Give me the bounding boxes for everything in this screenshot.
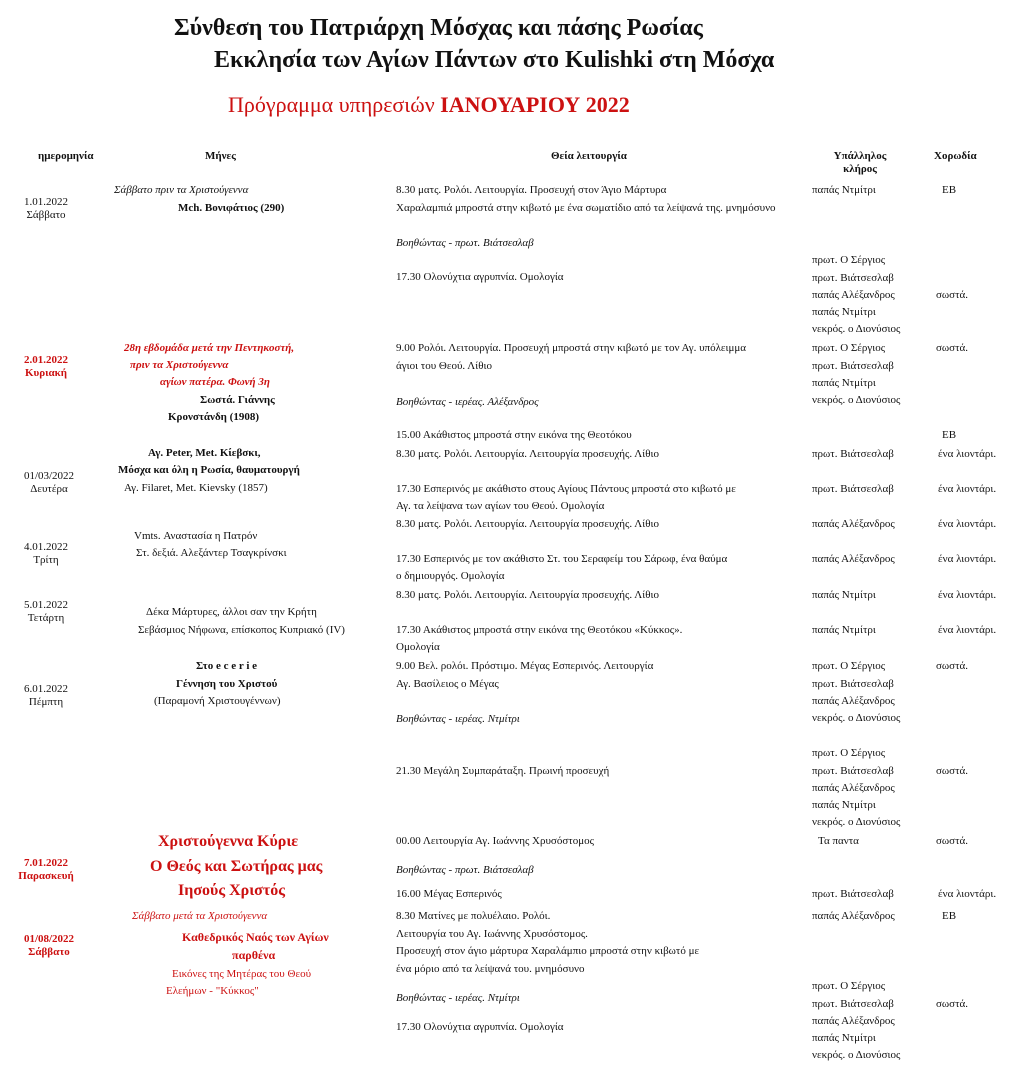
day2-l2: άγιοι του Θεού. Λίθιο	[396, 360, 492, 372]
day8-m4: Εικόνες της Μητέρας του Θεού	[172, 968, 312, 980]
day6-clergy1-c: παπάς Αλέξανδρος	[812, 695, 895, 707]
col-liturgy: Θεία λειτουργία	[551, 150, 627, 162]
day1-date-value: 1.01.2022	[24, 196, 68, 208]
day1-weekday: Σάββατο	[26, 209, 66, 222]
day4-date	[0, 541, 92, 567]
day7-date	[0, 857, 92, 883]
day2-ch: σωστά.	[936, 342, 969, 354]
day6-clergy1-b: πρωτ. Βιάτσεσλαβ	[812, 678, 894, 690]
day5-l1: 8.30 ματς. Ρολόι. Λειτουργία. Λειτουργία προσευχής. Λίθιο	[396, 589, 659, 601]
day3-c1: πρωτ. Βιάτσεσλαβ	[812, 448, 894, 460]
day7-l2: Βοηθώντας - πρωτ. Βιάτσεσλαβ	[396, 864, 534, 876]
day4-l3: ο δημιουργός. Ομολογία	[396, 570, 505, 582]
day7-m1: Χριστούγεννα Κύριε	[158, 833, 299, 850]
day8-l6: 17.30 Ολονύχτια αγρυπνία. Ομολογία	[396, 1021, 564, 1033]
subtitle-month: ΙΑΝΟΥΑΡΙΟΥ 2022	[440, 92, 630, 117]
day2-weekday: Κυριακή	[24, 367, 68, 380]
day5-c2: παπάς Ντμίτρι	[812, 624, 876, 636]
day1-date	[0, 196, 92, 222]
col-clergy	[822, 150, 898, 176]
day6-clergy2-d: παπάς Ντμίτρι	[812, 799, 876, 811]
col-date: ημερομηνία	[38, 150, 94, 162]
day7-date-value: 7.01.2022	[24, 857, 68, 869]
day4-m2: Στ. δεξιά. Αλεξάντερ Τσαγκρίνσκι	[136, 547, 287, 559]
day4-l1: 8.30 ματς. Ρολόι. Λειτουργία. Λειτουργία προσευχής. Λίθιο	[396, 518, 659, 530]
day8-m2: Καθεδρικός Ναός των Αγίων	[182, 930, 329, 944]
day3-l3: Αγ. τα λείψανα των αγίων του Θεού. Ομολογία	[396, 500, 605, 512]
day4-m1: Vmts. Αναστασία η Πατρόν	[134, 530, 258, 542]
day8-l2: Λειτουργία του Αγ. Ιωάννης Χρυσόστομος.	[396, 928, 588, 940]
day8-date	[0, 933, 98, 959]
day6-m2: Γέννηση του Χριστού	[176, 678, 278, 690]
col-clergy-1: Υπάλληλος	[833, 150, 887, 162]
day3-m3: Αγ. Filaret, Met. Kievsky (1857)	[124, 482, 268, 494]
day4-c1: παπάς Αλέξανδρος	[812, 518, 895, 530]
day2-l3: Βοηθώντας - ιερέας. Αλέξανδρος	[396, 396, 539, 408]
day7-l1: 00.00 Λειτουργία Αγ. Ιωάννης Χρυσόστομος	[396, 835, 594, 847]
day6-clergy2-e: νεκρός. ο Διονύσιος	[812, 816, 901, 828]
day5-m2: Σεβάσμιος Νήφωνα, επίσκοπος Κυπριακό (IV)	[138, 624, 345, 636]
day1-m1: Σάββατο πριν τα Χριστούγεννα	[114, 184, 249, 196]
subtitle-prefix: Πρόγραμμα υπηρεσιών	[228, 92, 435, 117]
day5-date	[0, 599, 92, 625]
day6-l4: 21.30 Μεγάλη Συμπαράταξη. Πρωινή προσευχή	[396, 765, 610, 777]
day3-date-value: 01/03/2022	[23, 470, 75, 482]
day8-m1: Σάββατο μετά τα Χριστούγεννα	[132, 910, 268, 922]
day2-clergy-b: πρωτ. Βιάτσεσλαβ	[812, 360, 894, 372]
day1-clergy-a: πρωτ. Ο Σέργιος	[812, 254, 886, 266]
day2-clergy-c: παπάς Ντμίτρι	[812, 377, 876, 389]
day1-l4: 17.30 Ολονύχτια αγρυπνία. Ομολογία	[396, 271, 564, 283]
day8-l1: 8.30 Ματίνες με πολυέλαιο. Ρολόι.	[396, 910, 551, 922]
col-clergy-2: κλήρος	[843, 163, 877, 176]
day1-l3: Βοηθώντας - πρωτ. Βιάτσεσλαβ	[396, 237, 534, 249]
day6-ch1: σωστά.	[936, 660, 969, 672]
day8-l3: Προσευχή στον άγιο μάρτυρα Χαραλάμπιο μπροστά στην κιβωτό με	[396, 945, 700, 957]
day3-m1: Αγ. Peter, Met. Κίεβσκι,	[148, 447, 261, 459]
day6-weekday: Πέμπτη	[28, 696, 64, 709]
day7-l3: 16.00 Μέγας Εσπερινός	[396, 888, 502, 900]
day2-date	[0, 354, 92, 380]
day8-l4: ένα μόριο από τα λείψανά του. μνημόσυνο	[396, 963, 585, 975]
day5-date-value: 5.01.2022	[24, 599, 68, 611]
day8-date-value: 01/08/2022	[23, 933, 75, 945]
day8-m5: Ελεήμων - "Κύκκος"	[166, 985, 259, 997]
day2-date-value: 2.01.2022	[24, 354, 68, 366]
day4-l2: 17.30 Εσπερινός με τον ακάθιστο Στ. του Σεραφείμ του Σάρωφ, ένα θαύμα	[396, 553, 728, 565]
day1-l1: 8.30 ματς. Ρολόι. Λειτουργία. Προσευχή στον Άγιο Μάρτυρα	[396, 184, 667, 196]
day1-m2: Mch. Βονιφάτιος (290)	[178, 202, 285, 214]
title-line-1: Σύνθεση του Πατριάρχη Μόσχας και πάσης Ρωσίας	[174, 15, 703, 41]
day2-l4: 15.00 Ακάθιστος μπροστά στην εικόνα της Θεοτόκου	[396, 429, 632, 441]
day1-ch1: ΕΒ	[942, 184, 957, 196]
day8-l5: Βοηθώντας - ιερέας. Ντμίτρι	[396, 992, 520, 1004]
day8-clergy-c: παπάς Αλέξανδρος	[812, 1015, 895, 1027]
col-choir: Χορωδία	[934, 150, 977, 162]
day6-clergy1-a: πρωτ. Ο Σέργιος	[812, 660, 886, 672]
day8-clergy-a: πρωτ. Ο Σέργιος	[812, 980, 886, 992]
day5-ch2: ένα λιοντάρι.	[938, 624, 997, 636]
day7-c1: Τα παντα	[818, 835, 859, 847]
day1-clergy-e: νεκρός. ο Διονύσιος	[812, 323, 901, 335]
day3-c2: πρωτ. Βιάτσεσλαβ	[812, 483, 894, 495]
day3-m2: Μόσχα και όλη η Ρωσία, θαυματουργή	[118, 464, 300, 476]
day2-m3: αγίων πατέρα. Φωνή 3η	[160, 376, 270, 388]
day8-c1: παπάς Αλέξανδρος	[812, 910, 895, 922]
day5-l2: 17.30 Ακάθιστος μπροστά στην εικόνα της Θεοτόκου «Κύκκος».	[396, 624, 683, 636]
day4-c2: παπάς Αλέξανδρος	[812, 553, 895, 565]
day6-l1: 9.00 Βελ. ρολόι. Πρόστιμο. Μέγας Εσπερινός. Λειτουργία	[396, 660, 654, 672]
day7-weekday: Παρασκευή	[18, 870, 74, 883]
day6-m3: (Παραμονή Χριστουγέννων)	[154, 695, 281, 707]
col-months: Μήνες	[205, 150, 236, 162]
day6-l2: Αγ. Βασίλειος ο Μέγας	[396, 678, 499, 690]
day4-ch1: ένα λιοντάρι.	[938, 518, 997, 530]
day7-ch1: σωστά.	[936, 835, 969, 847]
day1-clergy-d: παπάς Ντμίτρι	[812, 306, 876, 318]
day2-ch4: ΕΒ	[942, 429, 957, 441]
schedule-subtitle	[228, 92, 630, 118]
day6-m1: Στο e c e r i e	[196, 660, 258, 672]
day2-m2: πριν τα Χριστούγεννα	[130, 359, 229, 371]
day8-ch1: ΕΒ	[942, 910, 957, 922]
day2-m1: 28η εβδομάδα μετά την Πεντηκοστή,	[124, 342, 295, 354]
day7-c3: πρωτ. Βιάτσεσλαβ	[812, 888, 894, 900]
day4-weekday: Τρίτη	[33, 554, 59, 567]
day1-l2: Χαραλαμπιά μπροστά στην κιβωτό με ένα σωματίδιο από τα λείψανά της. μνημόσυνο	[396, 202, 776, 214]
day2-m4: Σωστά. Γιάννης	[200, 394, 275, 406]
day7-ch3: ένα λιοντάρι.	[938, 888, 997, 900]
day6-l3: Βοηθώντας - ιερέας. Ντμίτρι	[396, 713, 520, 725]
day3-l1: 8.30 ματς. Ρολόι. Λειτουργία. Λειτουργία προσευχής. Λίθιο	[396, 448, 659, 460]
day5-c1: παπάς Ντμίτρι	[812, 589, 876, 601]
day6-date	[0, 683, 92, 709]
day6-clergy2-b: πρωτ. Βιάτσεσλαβ	[812, 765, 894, 777]
day8-ch2: σωστά.	[936, 998, 969, 1010]
day8-clergy-d: παπάς Ντμίτρι	[812, 1032, 876, 1044]
day6-clergy1-d: νεκρός. ο Διονύσιος	[812, 712, 901, 724]
day3-weekday: Δευτέρα	[30, 483, 68, 496]
day5-l3: Ομολογία	[396, 641, 440, 653]
day3-ch2: ένα λιοντάρι.	[938, 483, 997, 495]
day2-m5: Κρονστάνδη (1908)	[168, 411, 259, 423]
day2-clergy-d: νεκρός. ο Διονύσιος	[812, 394, 901, 406]
day6-clergy2-c: παπάς Αλέξανδρος	[812, 782, 895, 794]
day4-date-value: 4.01.2022	[24, 541, 68, 553]
day8-m3: παρθένα	[232, 948, 276, 962]
day5-weekday: Τετάρτη	[27, 612, 65, 625]
day5-ch1: ένα λιοντάρι.	[938, 589, 997, 601]
day1-c1: παπάς Ντμίτρι	[812, 184, 876, 196]
day8-weekday: Σάββατο	[28, 946, 70, 959]
day7-m3: Ιησούς Χριστός	[178, 882, 285, 899]
day8-clergy-b: πρωτ. Βιάτσεσλαβ	[812, 998, 894, 1010]
day6-ch2: σωστά.	[936, 765, 969, 777]
day3-l2: 17.30 Εσπερινός με ακάθιστο στους Αγίους Πάντους μπροστά στο κιβωτό με	[396, 483, 736, 495]
day7-m2: Ο Θεός και Σωτήρας μας	[150, 858, 323, 875]
day2-l1: 9.00 Ρολόι. Λειτουργία. Προσευχή μπροστά στην κιβωτό με τον Αγ. υπόλειμμα	[396, 342, 747, 354]
day3-date	[0, 470, 98, 496]
day5-m1: Δέκα Μάρτυρες, άλλοι σαν την Κρήτη	[146, 606, 317, 618]
day1-clergy-b: πρωτ. Βιάτσεσλαβ	[812, 272, 894, 284]
day1-clergy-c: παπάς Αλέξανδρος	[812, 289, 895, 301]
title-line-2: Εκκλησία των Αγίων Πάντων στο Kulishki στη Μόσχα	[214, 47, 775, 73]
day6-clergy2-a: πρωτ. Ο Σέργιος	[812, 747, 886, 759]
day8-clergy-e: νεκρός. ο Διονύσιος	[812, 1049, 901, 1061]
day1-ch4: σωστά.	[936, 289, 969, 301]
day2-clergy-a: πρωτ. Ο Σέργιος	[812, 342, 886, 354]
day3-ch1: ένα λιοντάρι.	[938, 448, 997, 460]
day4-ch2: ένα λιοντάρι.	[938, 553, 997, 565]
day6-date-value: 6.01.2022	[24, 683, 68, 695]
